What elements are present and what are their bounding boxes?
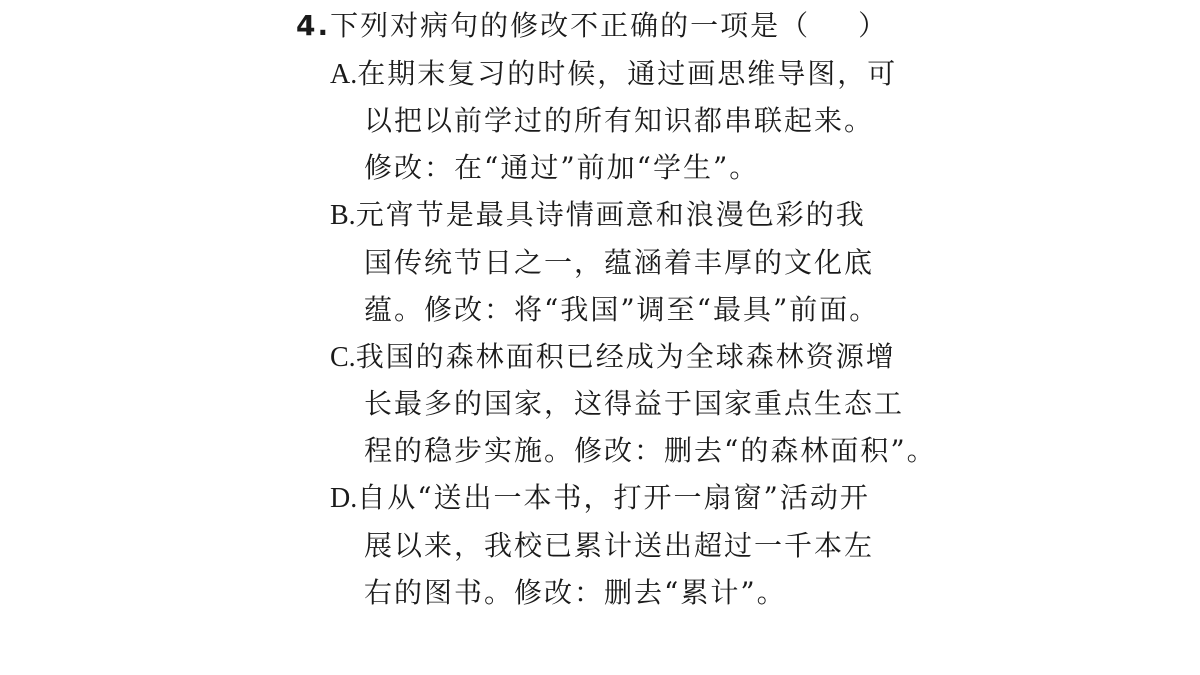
option-c-letter: C.	[330, 342, 356, 373]
option-b-line-3	[364, 290, 879, 330]
option-d-text-1: 自从“送出一本书，打开一扇窗”活动开	[357, 481, 870, 514]
option-a-line-3	[364, 148, 759, 188]
option-b-text-3: 蕴。修改：将“我国”调至“最具”前面。	[364, 293, 880, 326]
option-a-line-1	[330, 54, 897, 95]
option-a-line-2	[364, 101, 874, 141]
question-stem-text: 下列对病句的修改不正确的一项是（	[330, 9, 811, 42]
option-c-text-1: 我国的森林面积已经成为全球森林资源增	[355, 340, 896, 373]
option-b-letter: B.	[330, 200, 356, 231]
option-d-line-1	[330, 478, 870, 519]
option-c-line-3	[364, 431, 937, 471]
option-d-text-2: 展以来，我校已累计送出超过一千本左	[364, 529, 875, 562]
option-c-text-3: 程的稳步实施。修改：删去“的森林面积”。	[364, 434, 937, 467]
option-b-text-2: 国传统节日之一，蕴涵着丰厚的文化底	[364, 246, 875, 279]
option-a-text-3: 修改：在“通过”前加“学生”。	[364, 151, 760, 184]
option-c-line-2	[364, 384, 904, 424]
option-d-line-2	[364, 526, 874, 566]
option-a-letter: A.	[330, 59, 358, 90]
option-d-text-3: 右的图书。修改：删去“累计”。	[364, 576, 787, 609]
question-stem-close: ）	[858, 9, 889, 42]
option-a-text-2: 以把以前学过的所有知识都串联起来。	[364, 104, 875, 137]
question-stem	[296, 6, 888, 46]
option-c-text-2: 长最多的国家，这得益于国家重点生态工	[364, 387, 905, 420]
option-d-letter: D.	[330, 483, 358, 514]
option-b-line-2	[364, 243, 874, 283]
option-c-line-1	[330, 337, 896, 378]
option-a-text-1: 在期末复习的时候，通过画思维导图，可	[357, 57, 898, 90]
option-d-line-3	[364, 573, 787, 613]
option-b-line-1	[330, 195, 866, 236]
option-b-text-1: 元宵节是最具诗情画意和浪漫色彩的我	[355, 198, 866, 231]
question-number: 4.	[296, 9, 331, 42]
